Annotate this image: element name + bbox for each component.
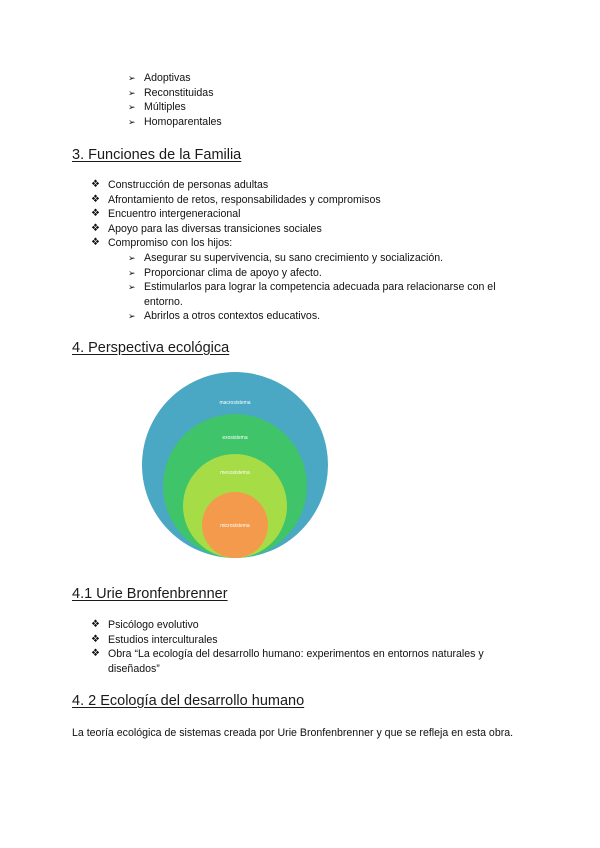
arrowhead-bullet-icon: ➢	[128, 87, 136, 98]
arrowhead-bullet-icon: ➢	[128, 267, 136, 278]
list-item: ❖ Apoyo para las diversas transiciones sociales	[91, 222, 322, 235]
mesosystem-label: mesosistema	[220, 470, 250, 476]
list-item: ➢ Abrirlos a otros contextos educativos.	[128, 310, 321, 323]
list-item: ➢ Adoptivas	[128, 72, 191, 84]
list-item: ➢ Asegurar su supervivencia, su sano crecimiento y socialización.	[128, 252, 444, 264]
arrowhead-bullet-icon: ➢	[128, 282, 136, 293]
diamond-bullet-icon: ❖	[91, 179, 100, 190]
diamond-bullet-icon: ❖	[91, 648, 100, 660]
family-functions-list	[91, 178, 548, 251]
macrosystem-label: macrosistema	[219, 400, 251, 406]
children-commitment-list	[128, 251, 524, 324]
diamond-bullet-icon: ❖	[91, 633, 100, 645]
section-4-heading: 4. Perspectiva ecológica	[72, 340, 230, 356]
exosystem-label: exosistema	[222, 435, 248, 441]
list-item: ➢ Homoparentales	[128, 115, 222, 128]
arrowhead-bullet-icon: ➢	[128, 73, 136, 83]
list-item: ❖ Encuentro intergeneracional	[91, 208, 241, 221]
list-item: ❖ Psicólogo evolutivo	[91, 619, 199, 631]
diamond-bullet-icon: ❖	[91, 619, 100, 630]
list-item: ❖ Afrontamiento de retos, responsabilidades y compromisos	[91, 193, 381, 206]
arrowhead-bullet-icon: ➢	[128, 102, 136, 113]
family-types-list	[128, 71, 222, 129]
arrowhead-bullet-icon: ➢	[128, 253, 136, 263]
list-item: ❖ Obra “La ecología del desarrollo humano: experimentos en entornos naturales y diseñados”	[91, 648, 484, 675]
ecological-systems-diagram	[140, 360, 330, 570]
arrowhead-bullet-icon: ➢	[128, 116, 136, 127]
list-item: ❖ Compromiso con los hijos:	[91, 237, 233, 250]
section-4-2-heading: 4. 2 Ecología del desarrollo humano	[72, 693, 305, 709]
arrowhead-bullet-icon: ➢	[128, 311, 136, 322]
diamond-bullet-icon: ❖	[91, 222, 100, 234]
diamond-bullet-icon: ❖	[91, 237, 100, 249]
bronfenbrenner-list	[91, 618, 518, 676]
section-4-1-heading: 4.1 Urie Bronfenbrenner	[72, 586, 228, 602]
list-item: ❖ Estudios interculturales	[91, 633, 218, 646]
microsystem-label: microsistema	[220, 523, 250, 529]
list-item: ➢ Estimularlos para lograr la competencia adecuada para relacionarse con el entorno.	[128, 281, 496, 308]
list-item: ➢ Reconstituidas	[128, 86, 214, 99]
section-4-2-paragraph: La teoría ecológica de sistemas creada por Urie Bronfenbrenner y que se refleja en esta obra.	[72, 727, 514, 739]
section-3-heading: 3. Funciones de la Familia	[72, 147, 242, 163]
diamond-bullet-icon: ❖	[91, 193, 100, 205]
diamond-bullet-icon: ❖	[91, 208, 100, 220]
list-item: ➢ Múltiples	[128, 101, 186, 114]
list-item: ➢ Proporcionar clima de apoyo y afecto.	[128, 266, 322, 279]
list-item: ❖ Construcción de personas adultas	[91, 179, 269, 191]
